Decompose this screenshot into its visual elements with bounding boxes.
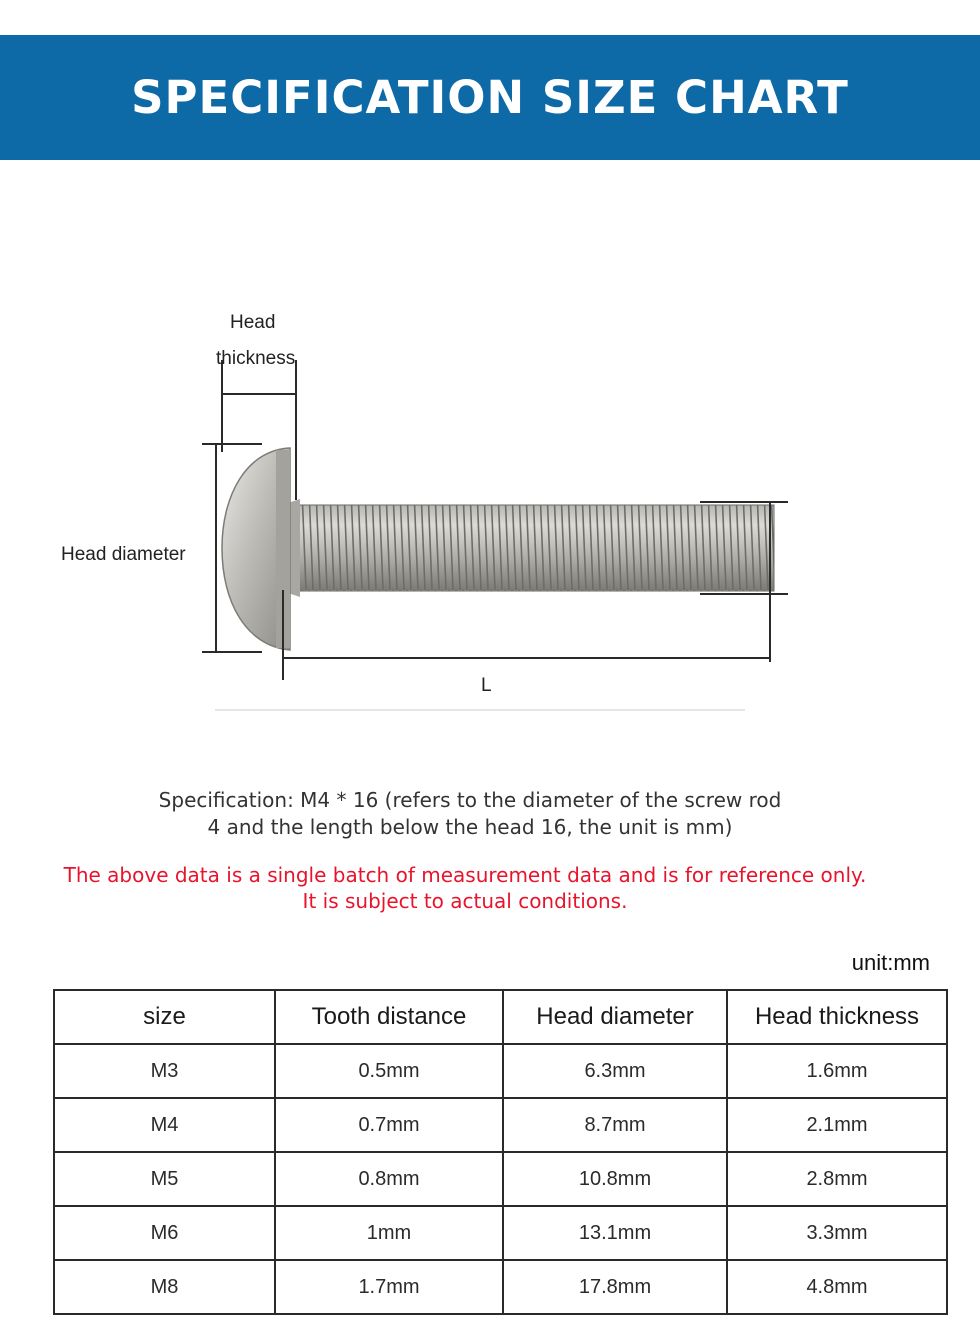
column-header-head-thickness: Head thickness [727, 990, 947, 1044]
screw-diagram [0, 290, 980, 730]
cell-tooth-distance: 0.7mm [275, 1098, 503, 1152]
table-row [54, 1206, 947, 1260]
cell-head-thickness: 4.8mm [727, 1260, 947, 1314]
cell-head-thickness: 1.6mm [727, 1044, 947, 1098]
head-diameter-label: Head diameter [61, 544, 186, 565]
cell-head-thickness: 2.8mm [727, 1152, 947, 1206]
page-title: SPECIFICATION SIZE CHART [131, 71, 849, 124]
spec-description [0, 787, 940, 841]
cell-head-diameter: 6.3mm [503, 1044, 727, 1098]
spec-line-1: Specification: M4 * 16 (refers to the diameter of the screw rod [158, 788, 782, 812]
table-row [54, 1098, 947, 1152]
unit-label: unit:mm [851, 950, 930, 975]
screw-rod [282, 499, 774, 597]
cell-tooth-distance: 0.5mm [275, 1044, 503, 1098]
cell-tooth-distance: 0.8mm [275, 1152, 503, 1206]
disclaimer-line-1: The above data is a single batch of measurement data and is for reference only. [63, 863, 867, 887]
screw-head [222, 448, 290, 650]
cell-head-diameter: 10.8mm [503, 1152, 727, 1206]
cell-size: M3 [54, 1044, 275, 1098]
screw-illustration [0, 290, 980, 730]
cell-size: M8 [54, 1260, 275, 1314]
table-row [54, 1152, 947, 1206]
column-header-head-diameter: Head diameter [503, 990, 727, 1044]
table-row [54, 1044, 947, 1098]
cell-head-thickness: 2.1mm [727, 1098, 947, 1152]
header-banner [0, 35, 980, 160]
head-thickness-label-line2: thickness [216, 348, 296, 369]
size-table [53, 989, 948, 1315]
disclaimer-note [0, 862, 930, 914]
cell-size: M4 [54, 1098, 275, 1152]
cell-head-diameter: 17.8mm [503, 1260, 727, 1314]
cell-head-thickness: 3.3mm [727, 1206, 947, 1260]
head-thickness-label-line1: Head [230, 312, 276, 333]
disclaimer-line-2: It is subject to actual conditions. [302, 889, 628, 913]
table-row [54, 1260, 947, 1314]
cell-size: M5 [54, 1152, 275, 1206]
cell-size: M6 [54, 1206, 275, 1260]
cell-tooth-distance: 1.7mm [275, 1260, 503, 1314]
table-header-row [54, 990, 947, 1044]
cell-tooth-distance: 1mm [275, 1206, 503, 1260]
length-label: L [481, 675, 492, 696]
cell-head-diameter: 8.7mm [503, 1098, 727, 1152]
column-header-size: size [54, 990, 275, 1044]
column-header-tooth-distance: Tooth distance [275, 990, 503, 1044]
length-dimension [283, 590, 770, 680]
cell-head-diameter: 13.1mm [503, 1206, 727, 1260]
spec-line-2: 4 and the length below the head 16, the unit is mm) [207, 815, 733, 839]
